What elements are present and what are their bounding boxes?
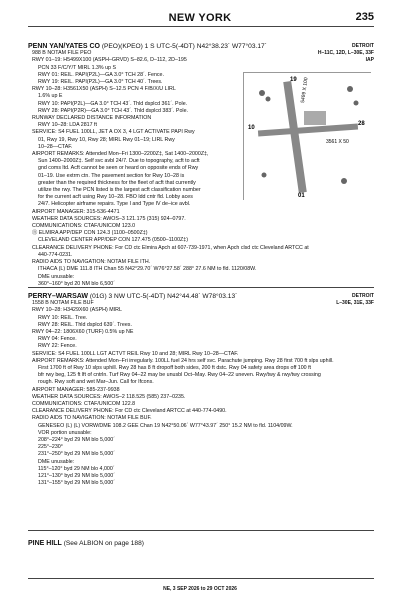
text-line: RWY 10: PAPI(P2L)—GA 3.0° TCH 43´. Thld dsplcd 361´. Pole.	[38, 100, 188, 107]
text-line: DME unusable:	[38, 273, 75, 280]
text-line: RWY 28: REIL. Thld dsplcd 639´. Trees.	[38, 321, 132, 328]
text-line: SERVICE: S4 FUEL 100LL, JET A OX 3, 4 LGT ACTIVATE PAPI Rwy	[32, 129, 195, 136]
text-line: AIRPORT MANAGER: 315-536-4471	[32, 208, 120, 215]
airport-title	[28, 293, 374, 300]
page-number: 235	[355, 11, 374, 23]
text-line: RWY 28: PAPI(P2R)—GA 3.0° TCH 43´. Thld dsplcd 383´. Pole.	[38, 107, 189, 114]
runway-end-19: 19	[290, 77, 297, 83]
text-line: 131°–155° byd 29 NM blo 5,000´	[38, 480, 115, 487]
airport-name: PERRY–WARSAW	[28, 293, 89, 300]
text-line: PCN 33 F/C/Y/T MIRL 1.3% up S	[38, 64, 117, 71]
text-line: CLEARANCE DELIVERY PHONE: For CD ctc Cleveland ARTCC at 440-774-0490.	[32, 408, 227, 415]
text-line: RADIO AIDS TO NAVIGATION: NOTAM FILE BUF.	[32, 415, 152, 422]
runway-label-10-28: 3561 X 50	[326, 139, 349, 145]
center-name: DETROIT	[352, 43, 374, 49]
text-line: WEATHER DATA SOURCES: AWOS–3 121.175 (315) 924–0797.	[32, 215, 186, 222]
text-line: RWY 01: REIL. PAPI(P2L)—GA 3.0° TCH 28´. Fence.	[38, 71, 164, 78]
section-rule	[28, 287, 374, 288]
text-line: RWY 10: REIL. Tree.	[38, 314, 88, 321]
text-line: ITHACA (L) DME 111.8 ITH Chan 55 N42°29.70´ W76°27.58´ 288° 27.6 NM to fld. 1120/08W.	[38, 266, 257, 273]
text-line: RWY 22: Fence.	[38, 343, 77, 350]
text-line: 121°–130° byd 29 NM blo 5,000´	[38, 473, 115, 480]
text-line: bfr rwy beg, 125 ft lft of cntrln. Turf Rwy 04–22 may be unusbl Oct–May. Rwy 04–22 uneven. Rwy/twy & rwy/twy crossing	[38, 372, 321, 379]
center-name: DETROIT	[352, 293, 374, 299]
text-line: Ⓡ ELMIRA APP/DEP CON 124.3 (1100–0500Z‡)	[32, 230, 148, 237]
text-line: RWY 04–22: 1806X60 (TURF) 0.5% up NE	[32, 329, 134, 336]
text-line: RWY 10–28: H3561X50 (ASPH) S–12.5 PCN 4 F/B/X/U LIRL	[32, 86, 176, 93]
text-line: gnd coms ltd. Acft cannot be seen or heard on opposite ends of Rwy	[38, 165, 199, 172]
text-line: 24/7. Helicopter airframe repairs. Type I and Type IV de–ice avbl.	[38, 201, 191, 208]
airport-entry-pine-hill	[28, 540, 374, 547]
apron	[304, 111, 326, 125]
text-line: 01, Rwy 19, Rwy 10, Rwy 28; MIRL Rwy 01–19; LIRL Rwy	[38, 136, 175, 143]
text-line: RADIO AIDS TO NAVIGATION: NOTAM FILE ITH.	[32, 259, 151, 266]
text-line: 225°–230°	[38, 444, 63, 451]
airport-diagram	[243, 72, 371, 200]
airport-name: PENN YAN/YATES CO	[28, 43, 100, 50]
airport-entry-perry-warsaw	[28, 293, 374, 487]
text-line: RUNWAY DECLARED DISTANCE INFORMATION	[32, 115, 152, 122]
runway-end-28: 28	[358, 121, 365, 127]
text-line: AIRPORT REMARKS: Attended Mon–Fri 1300–2200Z‡, Sat 1400–2000Z‡,	[32, 151, 209, 158]
text-line: 10–28—CTAF.	[38, 143, 73, 150]
airport-title-details: (PEO)(KPEO) 1 S UTC-5(-4DT) N42°38.23´ W77°03.17´	[101, 43, 267, 50]
text-line: rough. Rwy soft and wet Mar–Jun. Call for Ifcons.	[38, 379, 154, 386]
text-line: GENESEO (L) (L) VORW/DME 108.2 GEE Chan 19 N42°50.06´ W77°43.97´ 250° 15.2 NM to fld. 1104/09W.	[38, 422, 293, 429]
runway-label-01-19: 5499 X 100	[300, 77, 310, 104]
footer-rule	[28, 578, 374, 579]
chart-list: H–11C, 12D, L–30E, 33F	[317, 50, 374, 56]
text-line: 988 B NOTAM FILE PEO	[32, 50, 92, 57]
text-line: 208°–224° byd 29 NM blo 5,000´	[38, 437, 115, 444]
text-line: VOR portion unusable:	[38, 429, 92, 436]
state-header: NEW YORK	[168, 12, 232, 24]
airport-name: PINE HILL	[28, 540, 62, 547]
chart-refs	[336, 293, 374, 307]
text-line: Sun 1400–2000Z‡. Self svc avbl 24/7. Due to topography, acft to acft	[38, 158, 200, 165]
text-line: RWY 19: REIL. PAPI(P2L)—GA 3.0° TCH 40´. Trees.	[38, 79, 163, 86]
text-line: 115°–120° byd 29 NM blo 4,000´	[38, 465, 115, 472]
penn-yan-body	[28, 50, 309, 288]
airport-title-details: (01G) 3 NW UTC-5(-4DT) N42°44.48´ W78°03.13´	[89, 293, 238, 300]
text-line: COMMUNICATIONS: CTAF/UNICOM 123.0	[32, 223, 136, 230]
header-rule	[28, 26, 374, 27]
chart-list: L–30E, 31E, 33F	[336, 300, 374, 306]
text-line: AIRPORT MANAGER: 585-237-9938	[32, 386, 120, 393]
airport-diagram-svg	[244, 73, 372, 201]
text-line: SERVICE: S4 FUEL 100LL LGT ACTVT REIL Rwy 10 and 28; MIRL Rwy 10–28—CTAF.	[32, 350, 239, 357]
text-line: 231°–250° byd 29 NM blo 5,000´	[38, 451, 115, 458]
text-line: COMMUNICATIONS: CTAF/UNICOM 122.8	[32, 401, 136, 408]
iap-label: IAP	[365, 57, 374, 63]
text-line: 440-774-0231.	[38, 251, 73, 258]
text-line: RWY 04: Fence.	[38, 336, 77, 343]
runway-end-01: 01	[298, 193, 305, 199]
airport-title	[28, 540, 374, 547]
runway-end-10: 10	[248, 125, 255, 131]
text-line: AIRPORT REMARKS: Attended Mon–Fri irregularly. 100LL fuel 24 hrs self svc. Parachute jumping. Rwy 28 first 700 ft slps uphill.	[32, 357, 334, 364]
text-line: DME unusable:	[38, 458, 75, 465]
text-line: 360°–160° byd 20 NM blo 6,500´	[38, 280, 115, 287]
text-line: utilize the rwy. The PCN listed is the largest acft classification number	[38, 187, 201, 194]
cross-reference: (See ALBION on page 188)	[63, 540, 144, 547]
text-line: WEATHER DATA SOURCES: AWOS–2 118.525 (585) 237–0235.	[32, 393, 186, 400]
effective-dates: NE, 3 SEP 2026 to 29 OCT 2026	[163, 586, 237, 592]
text-line: CLEVELAND CENTER APP/DEP CON 127.475 (0500–1100Z‡)	[38, 237, 188, 244]
text-line: RWY 10–28: H3429X60 (ASPH) MIRL	[32, 307, 122, 314]
perry-warsaw-body	[28, 300, 374, 487]
chart-refs	[318, 43, 374, 64]
section-rule	[28, 530, 374, 531]
text-line: CLEARANCE DELIVERY PHONE: For CD ctc Elmira Apch at 607-739-1971, when Apch clsd ctc Cleveland ARTCC at	[32, 244, 309, 251]
text-line: RWY 10–28: LDA 2817 ft	[38, 122, 97, 129]
text-line: 1558 B NOTAM FILE BUF	[32, 300, 94, 307]
text-line: First 1700 ft of Rwy 10 slps uphill. Rwy 28 has 8 ft dropoff both sides, 200 ft dstc. Rwy 04 safety area drops off 100 ft	[38, 365, 312, 372]
text-line: RWY 01–19: H5499X100 (ASPH–GRVD) S–82.6, D–112, 2D–195	[32, 57, 187, 64]
text-line: greater than the required thickness for the fleet of acft that currently	[38, 179, 196, 186]
text-line: for the current acft using Rwy 10–28. FBO ldd cntr fld. Lobby aces	[38, 194, 193, 201]
text-line: 1.6% up E	[38, 93, 63, 100]
text-line: 01–19. Use extrm ctn. The pavement section for Rwy 10–28 is	[38, 172, 185, 179]
